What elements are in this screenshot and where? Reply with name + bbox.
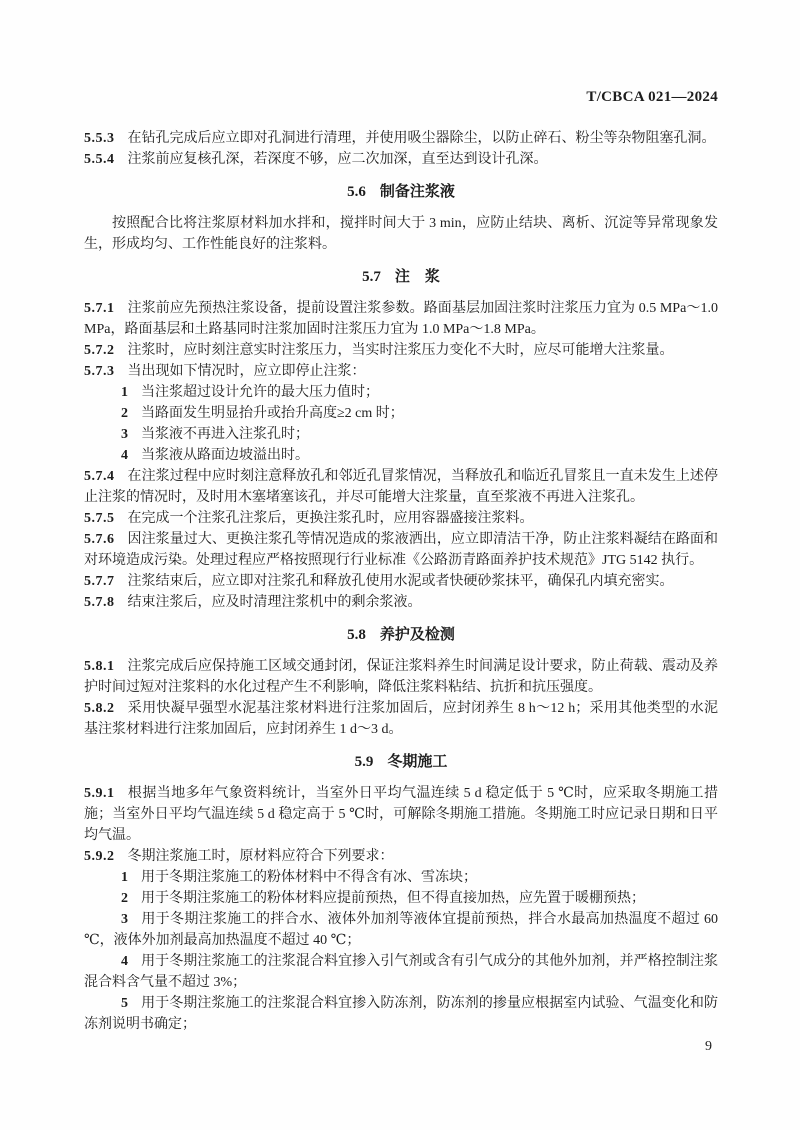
item-number: 4: [121, 448, 128, 463]
clause-number: 5.7.2: [84, 343, 115, 358]
section-heading-5-6: [84, 182, 718, 203]
clause-number: 5.7.4: [84, 469, 115, 484]
clause-5-7-8: [84, 592, 718, 613]
list-item: [84, 867, 718, 888]
clause-5-5-3: [84, 128, 718, 149]
page-number: 9: [705, 1039, 712, 1054]
clause-number: 5.9.1: [84, 786, 115, 801]
section-heading-5-7: [84, 267, 718, 288]
heading-title: 冬期施工: [387, 754, 448, 770]
clause-text: 在完成一个注浆孔注浆后，更换注浆孔时，应用容器盛接注浆料。: [127, 511, 534, 526]
document-body: [84, 128, 718, 1035]
clause-5-8-2: [84, 698, 718, 740]
clause-text: 注浆结束后，应立即对注浆孔和释放孔使用水泥或者快硬砂浆抹平，确保孔内填充密实。: [127, 574, 674, 589]
section-5-6-intro: 按照配合比将注浆原材料加水拌和，搅拌时间大于 3 min，应防止结块、离析、沉淀等异常现象发生，形成均匀、工作性能良好的注浆料。: [84, 216, 718, 252]
clause-5-7-3: [84, 361, 718, 382]
clause-5-7-2: [84, 340, 718, 361]
item-number: 3: [121, 912, 128, 927]
page-header: [84, 88, 718, 106]
clause-5-7-5: [84, 508, 718, 529]
list-item: [84, 888, 718, 909]
clause-5-9-1: [84, 783, 718, 846]
list-item: [84, 382, 718, 403]
item-text: 用于冬期注浆施工的粉体材料中不得含有冰、雪冻块；: [141, 870, 477, 885]
item-text: 用于冬期注浆施工的注浆混合料宜掺入防冻剂，防冻剂的掺量应根据室内试验、气温变化和防冻剂说明书确定；: [84, 996, 718, 1032]
item-number: 2: [121, 406, 128, 421]
heading-number: 5.9: [354, 754, 374, 770]
clause-text: 注浆前应复核孔深，若深度不够，应二次加深，直至达到设计孔深。: [127, 152, 548, 167]
clause-number: 5.5.3: [84, 131, 115, 146]
clause-number: 5.7.5: [84, 511, 115, 526]
item-text: 用于冬期注浆施工的注浆混合料宜掺入引气剂或含有引气成分的其他外加剂，并严格控制注浆混合料含气量不超过 3%；: [84, 954, 718, 990]
clause-5-7-7: [84, 571, 718, 592]
heading-number: 5.8: [347, 627, 366, 643]
item-text: 当浆液从路面边坡溢出时。: [141, 448, 309, 463]
clause-5-8-1: [84, 656, 718, 698]
heading-number: 5.6: [347, 184, 366, 200]
clause-number: 5.7.7: [84, 574, 115, 589]
clause-5-7-1: [84, 298, 718, 340]
clause-text: 在钻孔完成后应立即对孔洞进行清理，并使用吸尘器除尘，以防止碎石、粉尘等杂物阻塞孔洞。: [127, 131, 716, 146]
clause-number: 5.8.2: [84, 701, 115, 716]
heading-number: 5.7: [362, 269, 381, 285]
clause-text: 采用快凝早强型水泥基注浆材料进行注浆加固后，应封闭养生 8 h～12 h；采用其他类型的水泥基注浆材料进行注浆加固后，应封闭养生 1 d～3 d。: [84, 701, 718, 737]
clause-text: 当出现如下情况时，应立即停止注浆：: [127, 364, 366, 379]
list-item: [84, 424, 718, 445]
clause-number: 5.7.8: [84, 595, 115, 610]
list-item: [84, 445, 718, 466]
clause-5-9-2: [84, 846, 718, 867]
clause-5-5-4: [84, 149, 718, 170]
item-number: 2: [121, 891, 128, 906]
item-number: 4: [121, 954, 128, 969]
clause-text: 冬期注浆施工时，原材料应符合下列要求：: [127, 849, 394, 864]
clause-number: 5.9.2: [84, 849, 115, 864]
heading-title: 注 浆: [394, 269, 440, 285]
list-item: [84, 909, 718, 951]
item-number: 3: [121, 427, 128, 442]
clause-number: 5.7.6: [84, 532, 115, 547]
clause-text: 注浆时，应时刻注意实时注浆压力，当实时注浆压力变化不大时，应尽可能增大注浆量。: [127, 343, 674, 358]
clause-text: 在注浆过程中应时刻注意释放孔和邻近孔冒浆情况，当释放孔和临近孔冒浆且一直未发生上述停止注浆的情况时，及时用木塞堵塞该孔，并尽可能增大注浆量，直至浆液不再进入注浆孔。: [84, 469, 718, 505]
item-text: 当注浆超过设计允许的最大压力值时；: [141, 385, 379, 400]
clause-number: 5.7.3: [84, 364, 115, 379]
doc-code: T/CBCA 021—2024: [586, 89, 718, 105]
clause-number: 5.5.4: [84, 152, 115, 167]
list-item: [84, 403, 718, 424]
clause-text: 结束注浆后，应及时清理注浆机中的剩余浆液。: [127, 595, 422, 610]
clause-text: 注浆前应先预热注浆设备，提前设置注浆参数。路面基层加固注浆时注浆压力宜为 0.5 MPa～1.0 MPa，路面基层和土路基同时注浆加固时注浆压力宜为 1.0 MPa～1.8 MPa。: [84, 301, 718, 337]
clause-text: 注浆完成后应保持施工区域交通封闭，保证注浆料养生时间满足设计要求，防止荷载、震动及养护时间过短对注浆料的水化过程产生不利影响，降低注浆料粘结、抗折和抗压强度。: [84, 659, 718, 695]
item-number: 5: [121, 996, 128, 1011]
item-text: 当路面发生明显抬升或抬升高度≥2 cm 时；: [141, 406, 404, 421]
clause-text: 根据当地多年气象资料统计，当室外日平均气温连续 5 d 稳定低于 5 ℃时，应采取冬期施工措施；当室外日平均气温连续 5 d 稳定高于 5 ℃时，可解除冬期施工措施。冬期施工时应记录日期和日平均气温。: [84, 786, 718, 843]
clause-number: 5.8.1: [84, 659, 115, 674]
item-text: 用于冬期注浆施工的粉体材料应提前预热，但不得直接加热，应先置于暖棚预热；: [141, 891, 645, 906]
item-text: 用于冬期注浆施工的拌合水、液体外加剂等液体宜提前预热，拌合水最高加热温度不超过 60 ℃，液体外加剂最高加热温度不超过 40 ℃；: [84, 912, 718, 948]
item-text: 当浆液不再进入注浆孔时；: [141, 427, 309, 442]
list-item: [84, 951, 718, 993]
clause-5-7-4: [84, 466, 718, 508]
clause-5-7-6: [84, 529, 718, 571]
section-heading-5-8: [84, 625, 718, 646]
list-item: [84, 993, 718, 1035]
item-number: 1: [121, 870, 128, 885]
heading-title: 制备注浆液: [379, 184, 455, 200]
section-heading-5-9: [84, 752, 718, 773]
item-number: 1: [121, 385, 128, 400]
clause-text: 因注浆量过大、更换注浆孔等情况造成的浆液洒出，应立即清洁干净，防止注浆料凝结在路面和对环境造成污染。处理过程应严格按照现行行业标准《公路沥青路面养护技术规范》JTG 5142 执行。: [84, 532, 718, 568]
clause-number: 5.7.1: [84, 301, 115, 316]
heading-title: 养护及检测: [379, 627, 455, 643]
